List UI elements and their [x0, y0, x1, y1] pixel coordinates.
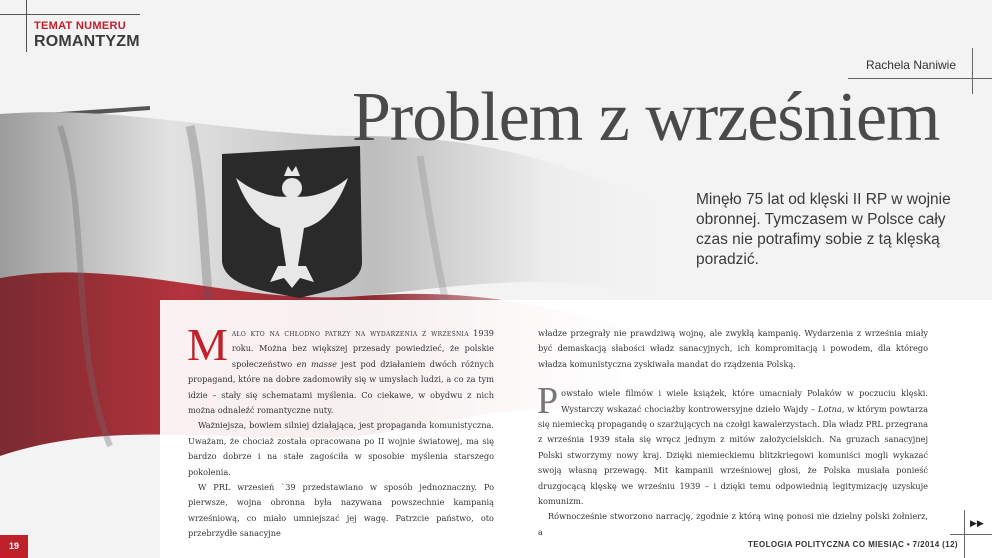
- opening-small-caps: ało kto na chłodno patrzy na wydarzenia z września: [231, 328, 469, 338]
- drop-cap: M: [187, 319, 228, 370]
- paragraph: W PRL wrzesień `39 przedstawiano w sposób jednoznaczny. Po pierwsze, wojna obronna była nazywana powszechnie kampanią wrześniową, co miało umniejszać jej wagę. Patrzcie państwo, oto przebrzydłe sanacyjne: [188, 482, 494, 539]
- article-column-2: [538, 326, 928, 540]
- author-vertical-rule: [972, 48, 973, 94]
- article-title: Problem z wrześniem: [352, 79, 940, 156]
- header-vertical-rule: [26, 0, 27, 52]
- footer-horizontal-rule: [950, 534, 992, 535]
- paragraph-text: 1939 roku. Można bez większej przesady powiedzieć, że polskie społeczeństwo: [231, 328, 494, 369]
- emphasis-text: Lotna: [818, 403, 842, 414]
- header-horizontal-rule: [0, 14, 140, 15]
- article-column-1: [187, 319, 494, 542]
- emphasis-text: en masse: [296, 358, 337, 369]
- issue-topic: ROMANTYZM: [34, 33, 140, 50]
- issue-section-label: TEMAT NUMERU: [34, 20, 126, 32]
- paragraph: władze przegrały nie prawdziwą wojnę, ale zwykłą kampanię. Wydarzenia z września miały być demaskacją słabości władz sanacyjnych, ich kompromitacją i powodem, dla którego władza komunistyczna zyskiwała mandat do rządzenia Polską.: [538, 328, 928, 369]
- author-name: Rachela Naniwie: [865, 58, 956, 72]
- page-number: 19: [0, 535, 28, 558]
- paragraph-text: , w którym powtarza się niemiecką propagandę o szarżujących na czołgi kawalerzystach. Dla władz PRL przegrana z września 1939 stała się wręcz jednym z mitów założycielskich. Na gruzach sanacyjnej Polski stworzymy nowy kraj. Dzięki niemieckiemu blitzkriegowi komuniści mogli wykazać swoją własną przewagę. Mit kampanii wrześniowej głosi, że Polska musiała ponieść druzgocącą klęskę we wrześniu 1939 – i dzięki temu odpowiednią legitymizację uzyskuje komunizm.: [538, 403, 928, 507]
- paragraph: Ważniejsza, bowiem silniej działająca, jest propaganda komunistyczna. Uważam, że chociaż została opracowana po II wojnie światowej, ma się bardzo dobrze i na stałe zagościła w sposobie myślenia starszego pokolenia.: [188, 420, 494, 477]
- paragraph-text: jest pod działaniem dwóch różnych propagand, które na dobre zadomowiły się w umysłach ludzi, a co za tym idzie – stały się schematami myślenia. Co ciekawe, w obydwu z nich można odnaleźć romantyczne nuty.: [188, 358, 494, 416]
- article-lead: Minęło 75 lat od klęski II RP w wojnie obronnej. Tymczasem w Polsce cały czas nie potrafimy sobie z tą klęską poradzić.: [696, 191, 951, 268]
- paragraph-text: owstało wiele filmów i wiele książek, które umacniały Polaków w poczuciu klęski. Wystarczy wskazać chociażby kontrowersyjne dzieło Wajdy –: [561, 388, 928, 414]
- drop-cap: P: [537, 380, 559, 423]
- publication-footer: TEOLOGIA POLITYCZNA CO MIESIĄC • 7/2014 (12): [747, 540, 958, 549]
- fast-forward-icon[interactable]: ▶▶: [970, 519, 984, 529]
- paragraph: Równocześnie stworzono narrację, zgodnie z którą winę ponosi nie dzielny polski żołnierz, a: [538, 511, 928, 537]
